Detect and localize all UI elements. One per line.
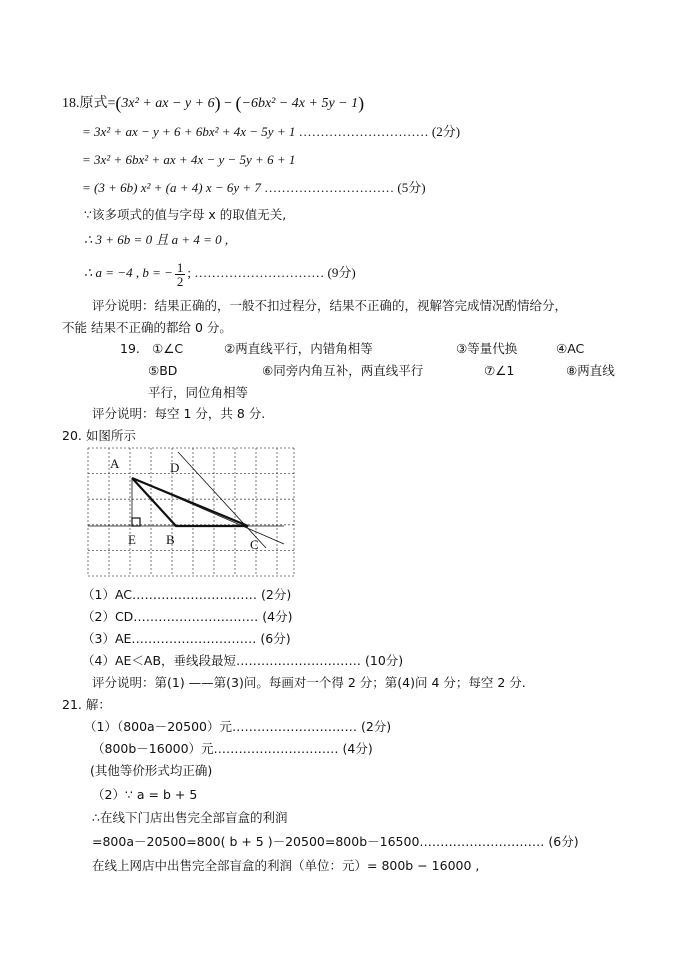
q21-offline-profit: =800a－20500=800( b + 5 )－20500=800b－16500………………………… (6分)	[92, 834, 579, 849]
q20-part3: （3）AE………………………… (6分)	[82, 631, 291, 646]
q18-line7	[84, 258, 356, 288]
q18-score1: ………………………… (2分)	[298, 124, 461, 139]
q19-number: 19.	[120, 341, 140, 356]
q20-part2: （2）CD………………………… (4分)	[82, 609, 293, 624]
q18-line3	[82, 152, 295, 168]
q18-score3: ; ………………………… (9分)	[187, 265, 356, 280]
q20-number: 20.	[62, 428, 82, 443]
grid-diagram	[88, 448, 298, 578]
label-B: B	[166, 532, 175, 547]
q21-title: 解：	[85, 697, 111, 712]
q18-line5: ∵该多项式的值与字母 x 的取值无关,	[84, 207, 287, 222]
q19-answer-8-cont: 平行，同位角相等	[148, 385, 249, 400]
q20-part4: （4）AE＜AB，垂线段最短………………………… (10分)	[82, 653, 404, 668]
q19-answer-5: ⑤BD	[148, 363, 178, 378]
q18-line1: 18.原式=(3x² + ax − y + 6) − (−6bx² − 4x + 5y − 1)	[62, 93, 365, 113]
q20-header	[62, 428, 136, 444]
q21-part2: （800b－16000）元………………………… (4分)	[92, 741, 373, 756]
q21-online-profit: 在线上网店中出售完全部盲盒的利润（单位：元）= 800b − 16000 ,	[92, 858, 480, 873]
line-CD	[178, 452, 266, 548]
q18-fraction: $\frac{1}{2}$	[176, 259, 184, 289]
q20-title: 如图所示	[85, 428, 136, 443]
q18-step3: = (3 + 6b) x² + (a + 4) x − 6y + 7	[82, 180, 261, 195]
q21-note: (其他等价形式均正确)	[90, 763, 213, 778]
q18-prefix: 原式=	[79, 96, 116, 111]
q18-line2	[82, 124, 460, 140]
q19-note: 评分说明：每空 1 分，共 8 分.	[92, 406, 266, 421]
q18-number: 18.	[62, 96, 80, 111]
q21-header	[62, 697, 111, 713]
label-D: D	[170, 460, 180, 475]
q18-expr-b: −6bx² − 4x + 5y − 1	[241, 96, 359, 111]
q21-offline-header: ∴在线下门店出售完全部盲盒的利润	[92, 810, 288, 825]
geometry-grid-figure	[88, 448, 298, 578]
q18-line6	[84, 232, 228, 248]
q18-expr-a: 3x² + ax − y + 6	[121, 96, 215, 111]
q18-score2: ………………………… (5分)	[264, 180, 426, 195]
label-A: A	[110, 456, 120, 471]
q19-answer-2: ②两直线平行，内错角相等	[224, 341, 373, 356]
q20-note: 评分说明：第(1) ——第(3)问。每画对一个得 2 分；第(4)问 4 分；每空 2 分.	[92, 675, 526, 690]
q19-answer-1: ①∠C	[152, 341, 184, 356]
q19-answer-4: ④AC	[556, 341, 585, 356]
q18-note1: 评分说明：结果正确的，一般不扣过程分，结果不正确的，视解答完成情况酌情给分，	[92, 298, 568, 313]
q19-answer-6: ⑥同旁内角互补，两直线平行	[262, 363, 424, 378]
q18-step2: = 3x² + 6bx² + ax + 4x − y − 5y + 6 + 1	[82, 152, 296, 167]
q20-part1: （1）AC………………………… (2分)	[82, 587, 292, 602]
q19-answer-7: ⑦∠1	[484, 363, 515, 378]
q18-line4	[82, 180, 426, 196]
q19-answer-8: ⑧两直线	[566, 363, 615, 378]
label-E: E	[128, 532, 136, 547]
triangle-ABC	[132, 478, 248, 526]
q21-given: （2）∵ a = b + 5	[92, 787, 198, 802]
q21-part1: （1）（800a－20500）元………………………… (2分)	[84, 719, 392, 734]
q18-result: ∴ a = −4 , b = −	[84, 265, 173, 280]
q18-step1: = 3x² + ax − y + 6 + 6bx² + 4x − 5y + 1	[82, 124, 296, 139]
q21-number: 21.	[62, 697, 82, 712]
q19-answer-3: ③等量代换	[456, 341, 518, 356]
label-C: C	[250, 537, 259, 552]
q18-note2: 不能 结果不正确的都给 0 分。	[62, 320, 232, 335]
q18-minus: −	[220, 96, 236, 111]
q18-condition: ∴ 3 + 6b = 0 且 a + 4 = 0 ,	[84, 232, 229, 247]
